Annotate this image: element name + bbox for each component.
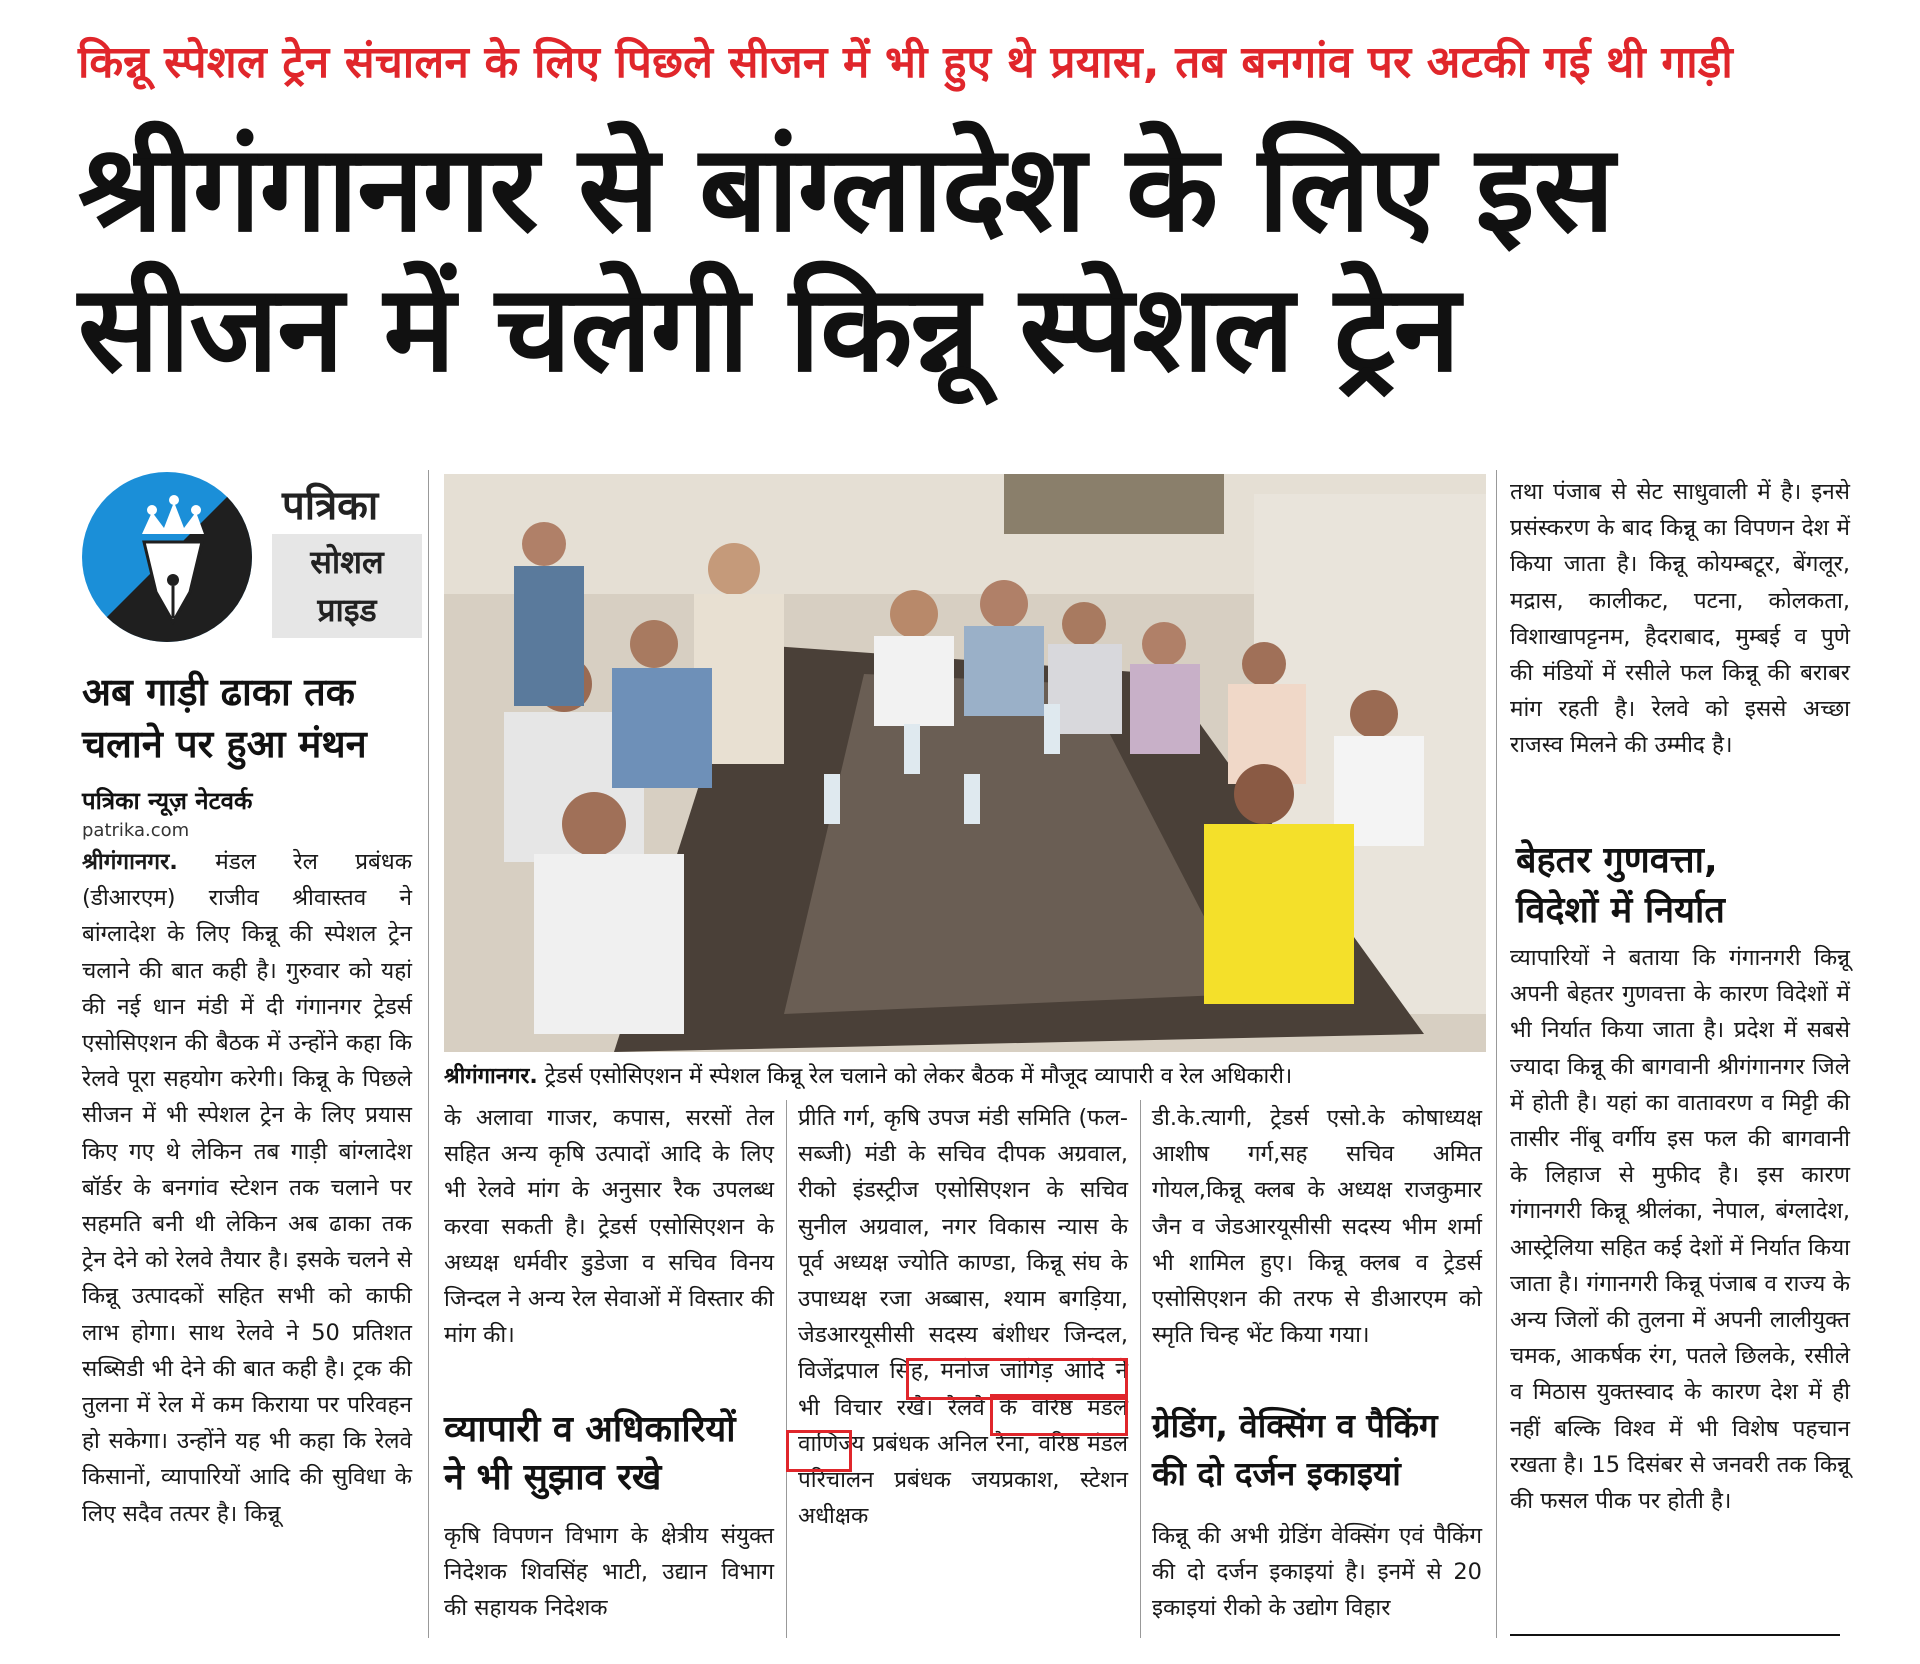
site-url: patrika.com bbox=[82, 820, 190, 841]
col5-body2 bbox=[1510, 940, 1850, 1519]
col5-body2-text: व्यापारियों ने बताया कि गंगानगरी किन्नू अपनी बेहतर गुणवत्ता के कारण विदेशों में भी निर्यात किया जाता है। प्रदेश में सबसे ज्यादा किन्नू की बागवानी श्रीगंगानगर जिले में होती है। यहां का वातावरण व मिट्टी की तासीर नींबू वर्गीय इस फल की बागवानी के लिहाज से मुफीद है। इस कारण गंगानगरी किन्नू श्रीलंका, नेपाल, बंग्लादेश, आस्ट्रेलिया सहित कई देशों में निर्यात किया जाता है। गंगानगरी किन्नू पंजाब व राज्य के अन्य जिलों की तुलना में अपनी लालीयुक्त चमक, आकर्षक रंग, पतले छिलके, रसीले व मिठास युक्तस्वाद के कारण देश में ही नहीं बल्कि विश्व में भी विशेष पहचान रखता है। 15 दिसंबर से जनवरी तक किन्नू की फसल पीक पर होती है। bbox=[1510, 945, 1850, 1515]
col5-subhead-line-2: विदेशों में निर्यात bbox=[1516, 890, 1725, 931]
highlight-box-singh bbox=[786, 1430, 852, 1472]
col4-body2-text: किन्नू की अभी ग्रेडिंग वेक्सिंग एवं पैकिंग की दो दर्जन इकाइयां है। इनमें से 20 इकाइयां रीको के उद्योग विहार bbox=[1152, 1523, 1482, 1622]
col1-body-text: मंडल रेल प्रबंधक (डीआरएम) राजीव श्रीवास्तव ने बांग्लादेश के लिए किन्नू की स्पेशल ट्रेन चलाने की बात कही है। गुरुवार को यहां की नई धान मंडी में दी गंगानगर ट्रेडर्स एसोसिएशन की बैठक में उन्होंने कहा कि रेलवे पूरा सहयोग करेगी। किन्नू के पिछले सीजन में भी स्पेशल ट्रेन के लिए प्रयास किए गए थे लेकिन तब गाड़ी बांग्लादेश बॉर्डर के बनगांव स्टेशन तक चलाने पर सहमति बनी थी लेकिन अब ढाका तक ट्रेन देने को रेलवे तैयार है। इसके चलने से किन्नू उत्पादकों सहित सभी को काफी लाभ होगा। साथ रेलवे ने 50 प्रतिशत सब्सिडी भी देने की बात कही है। ट्रक की तुलना में रेल में कम किराया पर परिवहन हो सकेगा। उन्होंने यह भी कहा कि रेलवे किसानों, व्यापारियों आदि की सुविधा के लिए सदैव तत्पर है। किन्नू bbox=[82, 849, 413, 1527]
col1-dateline: श्रीगंगानगर. bbox=[82, 849, 178, 875]
col1-subhead-line-1: अब गाड़ी ढाका तक bbox=[82, 670, 355, 714]
headline-line-2: सीजन में चलेगी किन्नू स्पेशल ट्रेन bbox=[78, 260, 1460, 399]
col4-body2 bbox=[1152, 1518, 1482, 1627]
col1-subhead-line-2: चलाने पर हुआ मंथन bbox=[82, 722, 367, 766]
meeting-photo bbox=[444, 474, 1486, 1052]
logo-brand-text: पत्रिका bbox=[282, 483, 379, 529]
col5-subhead-line-1: बेहतर गुणवत्ता, bbox=[1516, 840, 1718, 881]
caption-dateline: श्रीगंगानगर. bbox=[444, 1064, 538, 1089]
col1-subhead bbox=[82, 666, 422, 770]
col2-subhead bbox=[444, 1406, 784, 1502]
bottom-rule bbox=[1510, 1634, 1840, 1636]
col4-body bbox=[1152, 1100, 1482, 1353]
logo-tag-box bbox=[272, 534, 422, 638]
patrika-social-pride-logo bbox=[82, 472, 412, 642]
col2-body bbox=[444, 1100, 774, 1353]
logo-tag-line-2: प्राइड bbox=[317, 591, 377, 629]
column-rule bbox=[1496, 470, 1497, 1638]
col2-body2 bbox=[444, 1518, 774, 1627]
logo-tag-line-1: सोशल bbox=[310, 543, 384, 581]
col5-subhead bbox=[1516, 836, 1856, 936]
photo-caption bbox=[444, 1062, 1494, 1092]
byline: पत्रिका न्यूज़ नेटवर्क bbox=[82, 787, 253, 815]
highlight-box-vijendrapal bbox=[990, 1394, 1128, 1436]
col2-body-text: के अलावा गाजर, कपास, सरसों तेल सहित अन्य कृषि उत्पादों आदि के लिए भी रेलवे मांग के अनुसार रैक उपलब्ध करवा सकती है। ट्रेडर्स एसोसिएशन के अध्यक्ष धर्मवीर डुडेजा व सचिव विनय जिन्दल ने अन्य रेल सेवाओं में विस्तार की मांग की। bbox=[444, 1105, 774, 1349]
main-headline bbox=[78, 120, 1858, 400]
col2-subhead-line-1: व्यापारी व अधिकारियों bbox=[444, 1409, 736, 1450]
col1-body bbox=[82, 844, 412, 1532]
col4-subhead-line-1: ग्रेडिंग, वेक्सिंग व पैकिंग bbox=[1152, 1406, 1438, 1445]
col2-subhead-line-2: ने भी सुझाव रखे bbox=[444, 1457, 662, 1498]
col5-body-text: तथा पंजाब से सेट साधुवाली में है। इनसे प्रसंस्करण के बाद किन्नू का विपणन देश में किया जाता है। किन्नू कोयम्बटूर, बेंगलूर, मद्रास, कालीकट, पटना, कोलकता, विशाखापट्टनम, हैदराबाद, मुम्बई व पुणे की मंडियों में रसीले फल किन्नू की बराबर मांग रहती है। रेलवे को इससे अच्छा राजस्व मिलने की उम्मीद है। bbox=[1510, 479, 1850, 759]
pen-crown-icon bbox=[82, 472, 252, 642]
col4-body-text: डी.के.त्यागी, ट्रेडर्स एसो.के कोषाध्यक्ष आशीष गर्ग,सह सचिव अमित गोयल,किन्नू क्लब के अध्यक्ष राजकुमार जैन व जेडआरयूसीसी सदस्य भीम शर्मा भी शामिल हुए। किन्नू क्लब व ट्रेडर्स एसोसिएशन की तरफ से डीआरएम को स्मृति चिन्ह भेंट किया गया। bbox=[1152, 1105, 1482, 1349]
column-rule bbox=[428, 470, 429, 1638]
col2-body2-text: कृषि विपणन विभाग के क्षेत्रीय संयुक्त निदेशक शिवसिंह भाटी, उद्यान विभाग की सहायक निदेशक bbox=[444, 1523, 774, 1622]
column-rule bbox=[786, 1100, 787, 1638]
column-rule bbox=[1140, 1100, 1141, 1638]
col4-subhead bbox=[1152, 1402, 1492, 1498]
kicker-headline: किन्नू स्पेशल ट्रेन संचालन के लिए पिछले सीजन में भी हुए थे प्रयास, तब बनगांव पर अटकी गई थी गाड़ी bbox=[78, 37, 1733, 88]
caption-text: ट्रेडर्स एसोसिएशन में स्पेशल किन्नू रेल चलाने को लेकर बैठक में मौजूद व्यापारी व रेल अधिकारी। bbox=[544, 1064, 1293, 1089]
col5-body bbox=[1510, 474, 1850, 764]
headline-line-1: श्रीगंगानगर से बांग्लादेश के लिए इस bbox=[78, 120, 1614, 259]
col4-subhead-line-2: की दो दर्जन इकाइयां bbox=[1152, 1454, 1401, 1493]
col3-body-text: प्रीति गर्ग, कृषि उपज मंडी समिति (फल-सब्जी) मंडी के सचिव दीपक अग्रवाल, रीको इंडस्ट्रीज एसोसिएशन के सचिव सुनील अग्रवाल, नगर विकास न्यास के पूर्व अध्यक्ष ज्योति काण्डा, किन्नू संघ के उपाध्यक्ष रजा अब्बास, श्याम बगड़िया, जेडआरयूसीसी सदस्य बंशीधर जिन्दल, विजेंद्रपाल सिंह, मनोज जांगिड़ आदि ने भी विचार रखे। रेलवे के वरिष्ठ मंडल वाणिज्य प्रबंधक अनिल रैना, वरिष्ठ मंडल परिचालन प्रबंधक जयप्रकाश, स्टेशन अधीक्षक bbox=[798, 1105, 1128, 1530]
